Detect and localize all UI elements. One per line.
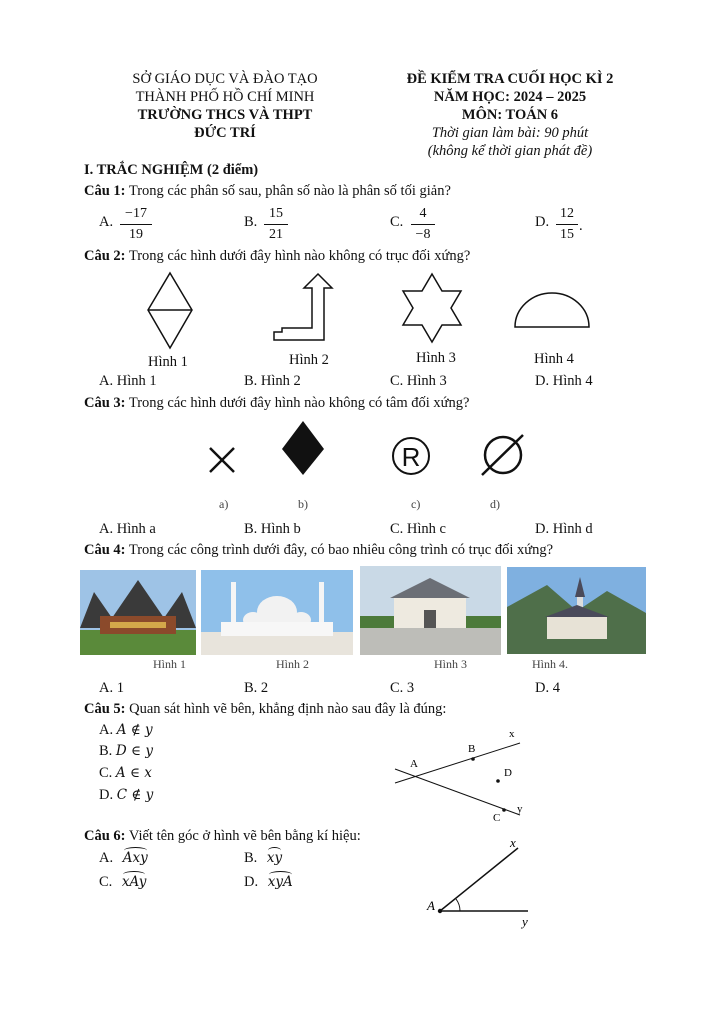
question-2 — [84, 248, 470, 265]
q1-label: Câu 1: — [84, 183, 126, 199]
q6-d-math — [268, 874, 293, 890]
exam-subject: MÔN: TOÁN 6 — [461, 107, 559, 123]
dept-name: SỞ GIÁO DỤC VÀ ĐÀO TẠO — [132, 71, 318, 87]
arrow-shape — [274, 274, 332, 340]
q1-b-den: 21 — [269, 227, 283, 242]
q5-a-math: A ∉ y — [116, 722, 153, 738]
q2-caption-4: Hình 4 — [534, 351, 574, 367]
semicircle-shape — [515, 293, 589, 327]
q1-option-d-fraction — [556, 205, 578, 244]
q5-option-d — [99, 787, 153, 804]
q6-b-hat — [268, 847, 281, 854]
q5-point-d: D — [504, 767, 512, 779]
q5-line-x: x — [509, 728, 515, 740]
q3-option-a: A. Hình a — [99, 521, 156, 537]
q5-d-math: C ∉ y — [116, 787, 154, 803]
q4-option-d: D. 4 — [535, 680, 560, 696]
school-name-2: ĐỨC TRÍ — [194, 125, 256, 141]
q5-c-math: A ∈ x — [115, 765, 152, 781]
q5-c-letter: C. — [99, 765, 116, 781]
q3-label: Câu 3: — [84, 395, 126, 411]
exam-header — [385, 70, 635, 160]
q4-label: Câu 4: — [84, 542, 126, 558]
q5-point-c: C — [493, 812, 501, 824]
q5-point-a: A — [410, 758, 418, 770]
q4-caption-2: Hình 2 — [276, 657, 309, 671]
q6-point-a: A — [427, 898, 435, 913]
exam-note: (không kể thời gian phát đề) — [427, 143, 593, 159]
q1-d-den: 15 — [560, 227, 574, 242]
q3-text: Trong các hình dưới đây hình nào không có tâm đối xứng? — [125, 395, 470, 411]
q5-d-letter: D. — [99, 787, 117, 803]
q6-ray-x: x — [510, 835, 516, 850]
question-3 — [84, 395, 469, 412]
q2-option-c: C. Hình 3 — [390, 373, 447, 389]
q3-caption-a: a) — [219, 497, 229, 511]
q4-option-c: C. 3 — [390, 680, 415, 696]
q5-b-letter: B. — [99, 743, 116, 759]
q6-text: Viết tên góc ở hình vẽ bên bằng kí hiệu: — [125, 828, 361, 844]
q5-diagram — [385, 725, 535, 825]
q2-label: Câu 2: — [84, 248, 126, 264]
q6-label: Câu 6: — [84, 828, 126, 844]
q6-option-c — [99, 874, 146, 891]
q6-option-d — [244, 874, 293, 891]
q1-option-c-fraction — [411, 205, 435, 244]
q6-option-b — [244, 850, 282, 867]
photo-castle — [507, 567, 646, 654]
photo-mosque — [201, 570, 353, 655]
q6-c-text: xAy — [121, 874, 147, 890]
q6-angle-diagram — [420, 832, 540, 932]
q1-option-b-fraction — [264, 205, 288, 244]
q2-option-a: A. Hình 1 — [99, 373, 157, 389]
q4-option-b: B. 2 — [244, 680, 269, 696]
q1-c-den: −8 — [415, 227, 431, 242]
q1-a-num: −17 — [125, 206, 147, 221]
q5-a-letter: A. — [99, 722, 117, 738]
q1-option-d-tail: . — [579, 218, 583, 234]
school-name: TRƯỜNG THCS VÀ THPT — [137, 107, 313, 123]
city-name: THÀNH PHỐ HỒ CHÍ MINH — [135, 89, 315, 105]
section-title: I. TRẮC NGHIỆM (2 điểm) — [84, 162, 259, 178]
star-shape — [403, 274, 461, 342]
q5-option-b — [99, 743, 153, 760]
question-6 — [84, 828, 361, 845]
q6-a-math — [123, 850, 148, 866]
q6-b-text: xy — [266, 850, 283, 866]
q6-a-hat — [124, 847, 147, 854]
q1-option-a-fraction — [120, 205, 152, 244]
q2-caption-1: Hình 1 — [148, 354, 188, 370]
q4-caption-1: Hình 1 — [153, 657, 186, 671]
cross-symbol — [210, 448, 234, 472]
q6-c-hat — [123, 871, 145, 878]
q2-text: Trong các hình dưới đây hình nào không có trục đối xứng? — [125, 248, 471, 264]
q6-ray-y: y — [522, 914, 528, 929]
exam-time: Thời gian làm bài: 90 phút — [431, 125, 589, 141]
q5-b-math: D ∈ y — [115, 743, 153, 759]
question-5 — [84, 701, 446, 718]
q3-caption-c: c) — [411, 497, 421, 511]
q1-option-d-letter: D. — [535, 214, 550, 230]
q5-text: Quan sát hình vẽ bên, khẳng định nào sau đây là đúng: — [125, 701, 447, 717]
school-header — [100, 70, 350, 142]
question-1 — [84, 183, 451, 200]
q6-d-letter: D. — [244, 874, 259, 890]
q5-point-b: B — [468, 743, 476, 755]
q2-shapes — [0, 268, 725, 350]
diamond-symbol — [282, 421, 324, 475]
q6-c-letter: C. — [99, 874, 113, 890]
registered-letter: R — [401, 442, 421, 472]
q2-option-b: B. Hình 2 — [244, 373, 301, 389]
q6-b-math — [267, 850, 282, 866]
q1-option-a-letter: A. — [99, 214, 114, 230]
q6-c-math — [122, 874, 146, 890]
q3-caption-b: b) — [298, 497, 308, 511]
q3-caption-d: d) — [490, 497, 500, 511]
q6-d-hat — [269, 871, 292, 878]
q3-option-c: C. Hình c — [390, 521, 446, 537]
q6-d-text: xyA — [267, 874, 293, 890]
q2-option-d: D. Hình 4 — [535, 373, 593, 389]
q4-text: Trong các công trình dưới đây, có bao nhiêu công trình có trục đối xứng? — [125, 542, 554, 558]
rhombus-shape — [148, 273, 192, 348]
photo-minangkabau-house — [80, 570, 196, 655]
q5-option-a — [99, 722, 153, 739]
q1-c-num: 4 — [419, 206, 427, 221]
empty-set-symbol — [482, 435, 523, 475]
photo-mansion — [360, 566, 501, 655]
q6-a-letter: A. — [99, 850, 114, 866]
q6-b-letter: B. — [244, 850, 258, 866]
q6-option-a — [99, 850, 148, 867]
exam-year: NĂM HỌC: 2024 – 2025 — [433, 89, 587, 105]
q5-label: Câu 5: — [84, 701, 126, 717]
q4-caption-4: Hình 4. — [532, 657, 568, 671]
q1-option-b-letter: B. — [244, 214, 258, 230]
q6-a-text: Axy — [122, 850, 148, 866]
q1-text: Trong các phân số sau, phân số nào là phân số tối giản? — [125, 183, 451, 199]
q1-a-den: 19 — [129, 227, 143, 242]
q4-option-a: A. 1 — [99, 680, 124, 696]
q2-caption-2: Hình 2 — [289, 352, 329, 368]
q3-option-b: B. Hình b — [244, 521, 301, 537]
question-4 — [84, 542, 553, 559]
q3-option-d: D. Hình d — [535, 521, 593, 537]
q3-symbols — [0, 415, 725, 480]
q1-d-num: 12 — [560, 206, 574, 221]
q1-b-num: 15 — [269, 206, 283, 221]
q2-caption-3: Hình 3 — [416, 350, 456, 366]
q4-caption-3: Hình 3 — [434, 657, 467, 671]
q5-option-c — [99, 765, 152, 782]
q1-option-c-letter: C. — [390, 214, 404, 230]
exam-title: ĐỀ KIỂM TRA CUỐI HỌC KÌ 2 — [406, 71, 614, 87]
q5-line-y: y — [517, 803, 523, 815]
